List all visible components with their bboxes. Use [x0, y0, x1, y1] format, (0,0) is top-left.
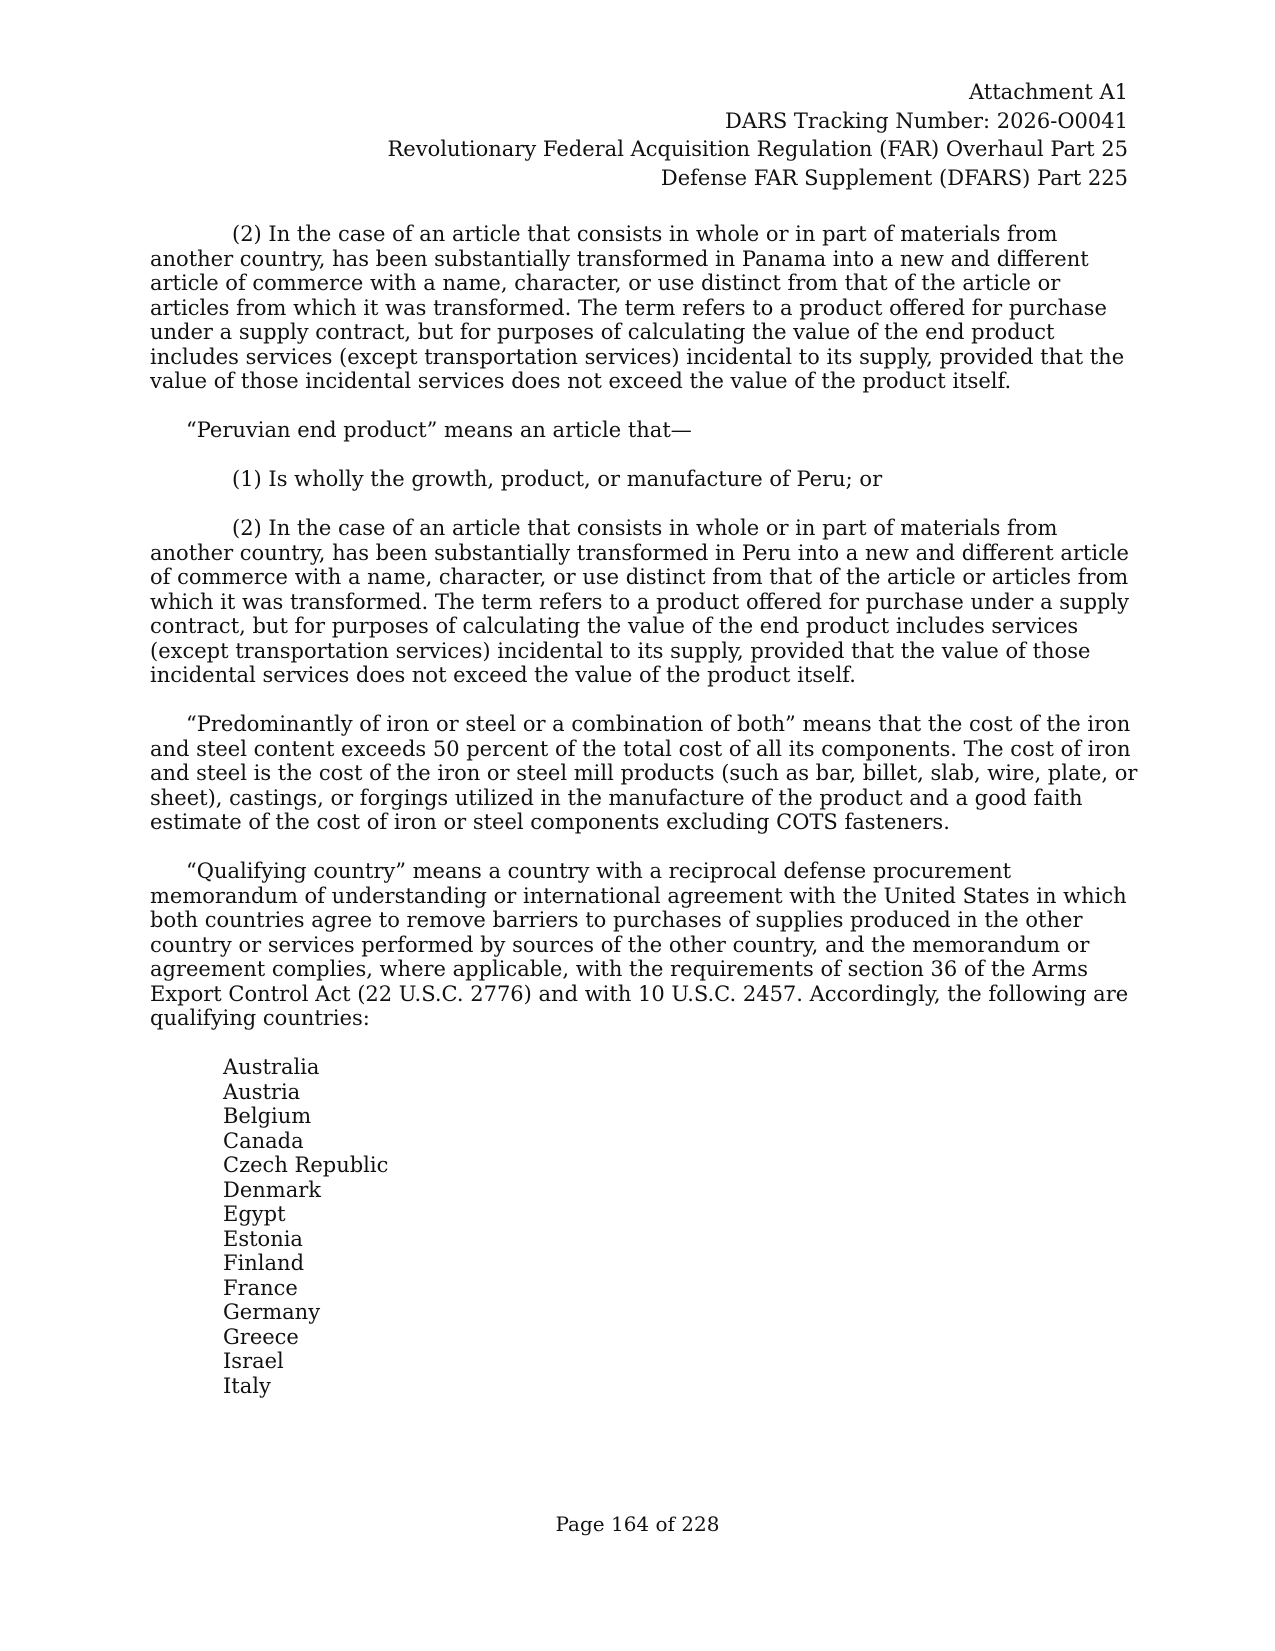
document-body: [150, 222, 1140, 1398]
peru-subparagraph-1: (1) Is wholly the growth, product, or manufacture of Peru; or: [232, 467, 883, 491]
header-attachment: Attachment A1: [969, 80, 1128, 104]
list-item: Denmark: [223, 1177, 321, 1202]
list-item: Estonia: [223, 1226, 303, 1251]
header-far-part: Revolutionary Federal Acquisition Regulation (FAR) Overhaul Part 25: [387, 137, 1128, 161]
list-item: Austria: [223, 1079, 301, 1104]
peru-subparagraph-2: (2) In the case of an article that consists in whole or in part of materials from another country, has been substantially transformed in Peru into a new and different article of commerce with a name, character, or use distinct from that of the article or articles from which it was transformed. The term refers to a product offered for purchase under a supply contract, but for purposes of calculating the value of the end product includes services (except transportation services) incidental to its supply, provided that the value of those incidental services does not exceed the value of the product itself.: [150, 516, 1130, 687]
list-item: France: [223, 1275, 298, 1300]
peruvian-end-product-definition: “Peruvian end product” means an article that—: [186, 418, 692, 442]
panama-subparagraph-2: (2) In the case of an article that consists in whole or in part of materials from another country, has been substantially transformed in Panama into a new and different article of commerce with a name, character, or use distinct from that of the article or articles from which it was transformed. The term refers to a product offered for purchase under a supply contract, but for purposes of calculating the value of the end product includes services (except transportation services) incidental to its supply, provided that the value of those incidental services does not exceed the value of the product itself.: [150, 222, 1125, 393]
qualifying-country-list: [150, 1055, 1140, 1398]
qualifying-country-definition: “Qualifying country” means a country with a reciprocal defense procurement memorandum of understanding or international agreement with the United States in which both countries agree to remove barriers to purchases of supplies produced in the other country or services performed by sources of the other country, and the memorandum or agreement complies, where applicable, with the requirements of section 36 of the Arms Export Control Act (22 U.S.C. 2776) and with 10 U.S.C. 2457. Accordingly, the following are qualifying countries:: [150, 859, 1129, 1030]
header-dfars-part: Defense FAR Supplement (DFARS) Part 225: [660, 165, 1128, 190]
list-item: Egypt: [223, 1202, 286, 1226]
predominantly-iron-steel-definition: “Predominantly of iron or steel or a combination of both” means that the cost of the iron and steel content exceeds 50 percent of the total cost of all its components. The cost of iron and steel is the cost of the iron or steel mill products (such as bar, billet, slab, wire, plate, or sheet), castings, or forgings utilized in the manufacture of the product and a good faith estimate of the cost of iron or steel components excluding COTS fasteners.: [150, 712, 1138, 834]
list-item: Canada: [223, 1128, 304, 1153]
list-item: Italy: [223, 1373, 271, 1398]
list-item: Greece: [223, 1324, 299, 1349]
page-number: Page 164 of 228: [555, 1512, 720, 1536]
list-item: Australia: [223, 1055, 320, 1079]
page-header: [388, 78, 1129, 192]
list-item: Belgium: [223, 1104, 312, 1128]
header-tracking-number: DARS Tracking Number: 2026-O0041: [725, 108, 1128, 133]
list-item: Finland: [223, 1251, 305, 1275]
list-item: Germany: [223, 1300, 321, 1324]
list-item: Israel: [223, 1349, 284, 1373]
list-item: Czech Republic: [223, 1153, 389, 1177]
